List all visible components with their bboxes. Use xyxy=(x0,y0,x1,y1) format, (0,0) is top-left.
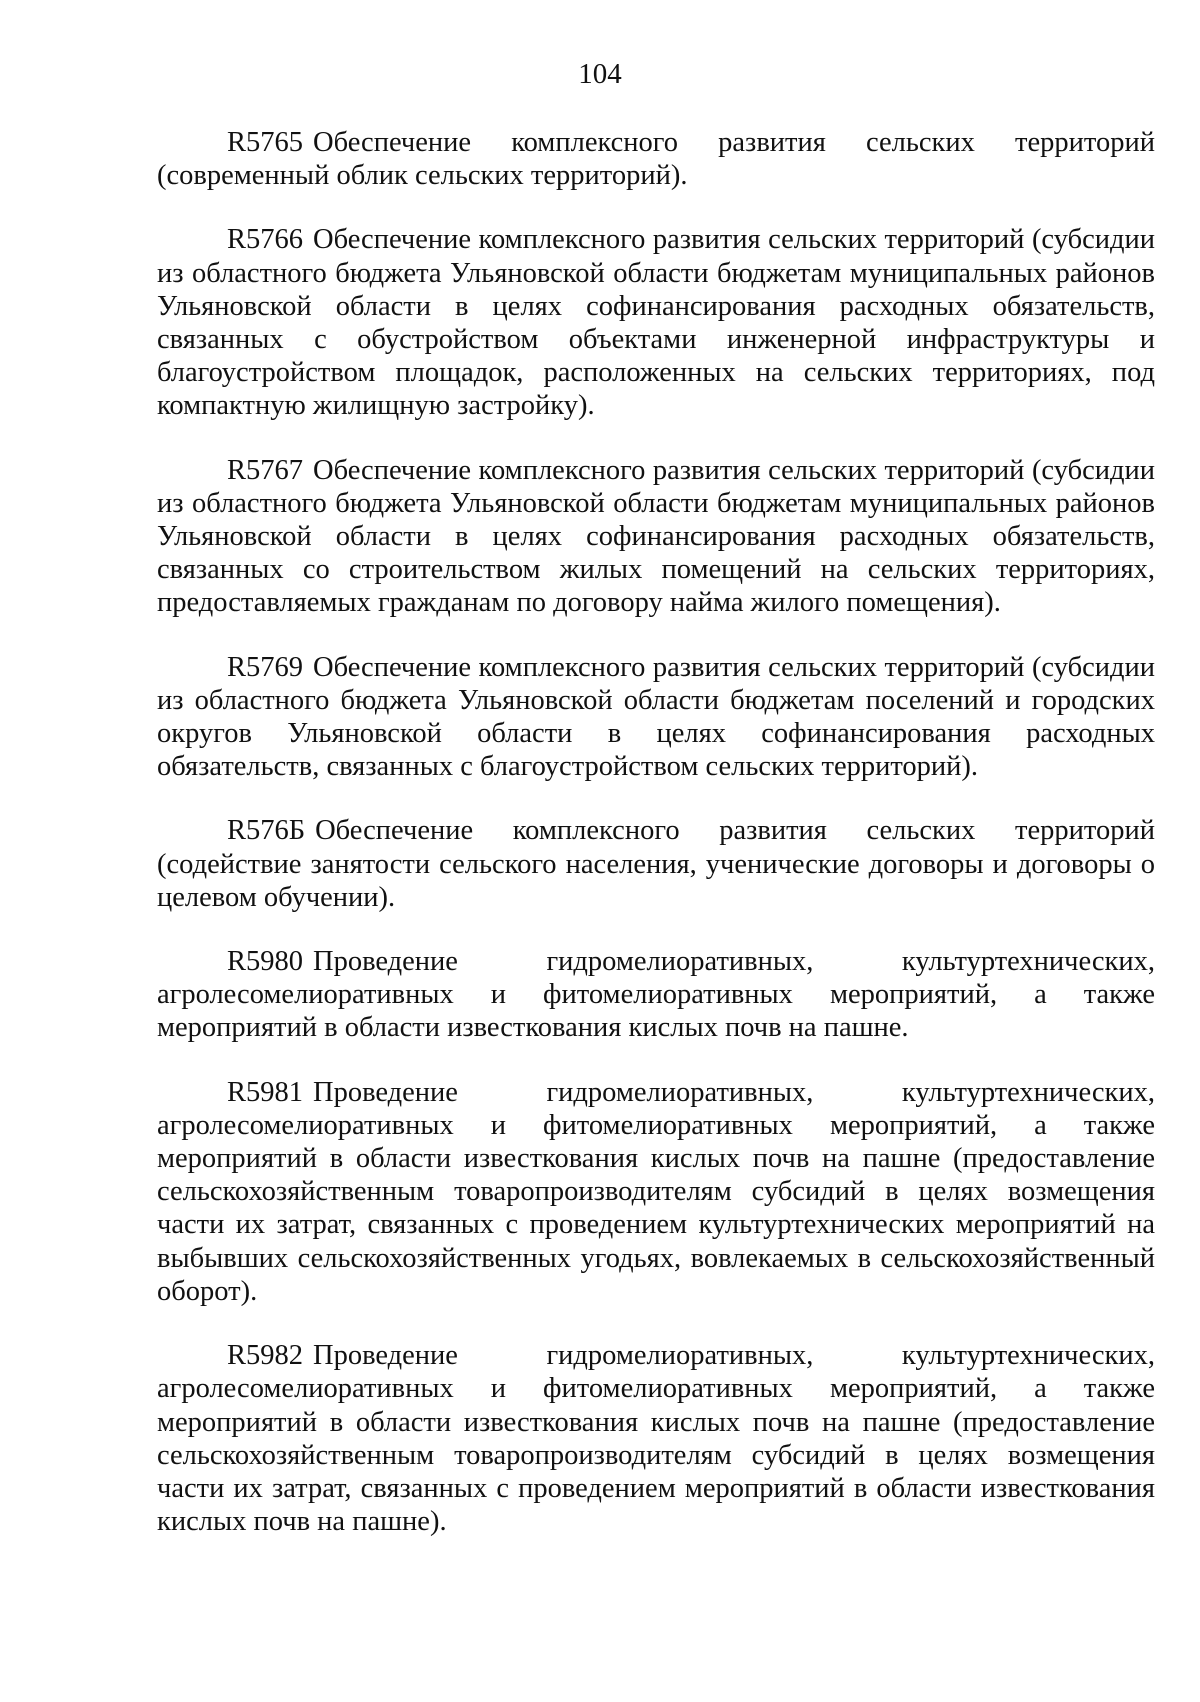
paragraph-text: Проведение гидромелиоративных, культуртехнических, агролесомелиоративных и фитомелиоративных мероприятий, а также мероприятий в области известкования кислых почв на пашне (предоставление сельскохозяйственным товаропроизводителям субсидий в целях возмещения части их затрат, связанных с проведением мероприятий в области известкования кислых почв на пашне). xyxy=(157,1340,1155,1538)
paragraph-text: Обеспечение комплексного развития сельских территорий (субсидии из областного бюджета Ульяновской области бюджетам муниципальных районов Ульяновской области в целях софинансирования расходных обязательств, связанных со строительством жилых помещений на сельских территориях, предоставляемых гражданам по договору найма жилого помещения). xyxy=(157,454,1155,619)
paragraph-r5765 xyxy=(157,126,1155,192)
paragraph-text: Обеспечение комплексного развития сельских территорий (современный облик сельских территорий). xyxy=(157,127,1155,192)
paragraph-text: Обеспечение комплексного развития сельских территорий (содействие занятости сельского населения, ученические договоры и договоры о целевом обучении). xyxy=(157,815,1155,913)
budget-code: R5766 xyxy=(227,224,304,256)
budget-code: R576Б xyxy=(227,815,306,847)
paragraph-r576b xyxy=(157,814,1155,914)
paragraph-r5981 xyxy=(157,1076,1155,1308)
paragraph-r5980 xyxy=(157,945,1155,1045)
budget-code: R5980 xyxy=(227,946,304,978)
budget-code: R5981 xyxy=(227,1076,304,1108)
budget-code: R5765 xyxy=(227,127,304,158)
paragraph-text: Обеспечение комплексного развития сельских территорий (субсидии из областного бюджета Ульяновской области бюджетам муниципальных районов Ульяновской области в целях софинансирования расходных обязательств, связанных с обустройством объектами инженерной инфраструктуры и благоустройством площадок, расположенных на сельских территориях, под компактную жилищную застройку). xyxy=(157,224,1155,422)
paragraph-r5766 xyxy=(157,223,1155,422)
paragraph-text: Проведение гидромелиоративных, культуртехнических, агролесомелиоративных и фитомелиоративных мероприятий, а также мероприятий в области известкования кислых почв на пашне. xyxy=(157,946,1155,1044)
paragraph-r5982 xyxy=(157,1339,1155,1538)
paragraph-text: Обеспечение комплексного развития сельских территорий (субсидии из областного бюджета Ульяновской области бюджетам поселений и городских округов Ульяновской области в целях софинансирования расходных обязательств, связанных с благоустройством сельских территорий). xyxy=(157,651,1155,783)
paragraph-r5769 xyxy=(157,651,1155,784)
paragraph-r5767 xyxy=(157,454,1155,620)
budget-code: R5982 xyxy=(227,1340,304,1372)
budget-code: R5769 xyxy=(227,651,304,683)
budget-code: R5767 xyxy=(227,454,304,486)
document-body xyxy=(157,126,1155,1569)
page-number: 104 xyxy=(578,58,622,90)
paragraph-text: Проведение гидромелиоративных, культуртехнических, агролесомелиоративных и фитомелиоративных мероприятий, а также мероприятий в области известкования кислых почв на пашне (предоставление сельскохозяйственным товаропроизводителям субсидий в целях возмещения части их затрат, связанных с проведением культуртехнических мероприятий на выбывших сельскохозяйственных угодьях, вовлекаемых в сельскохозяйственный оборот). xyxy=(157,1076,1155,1307)
